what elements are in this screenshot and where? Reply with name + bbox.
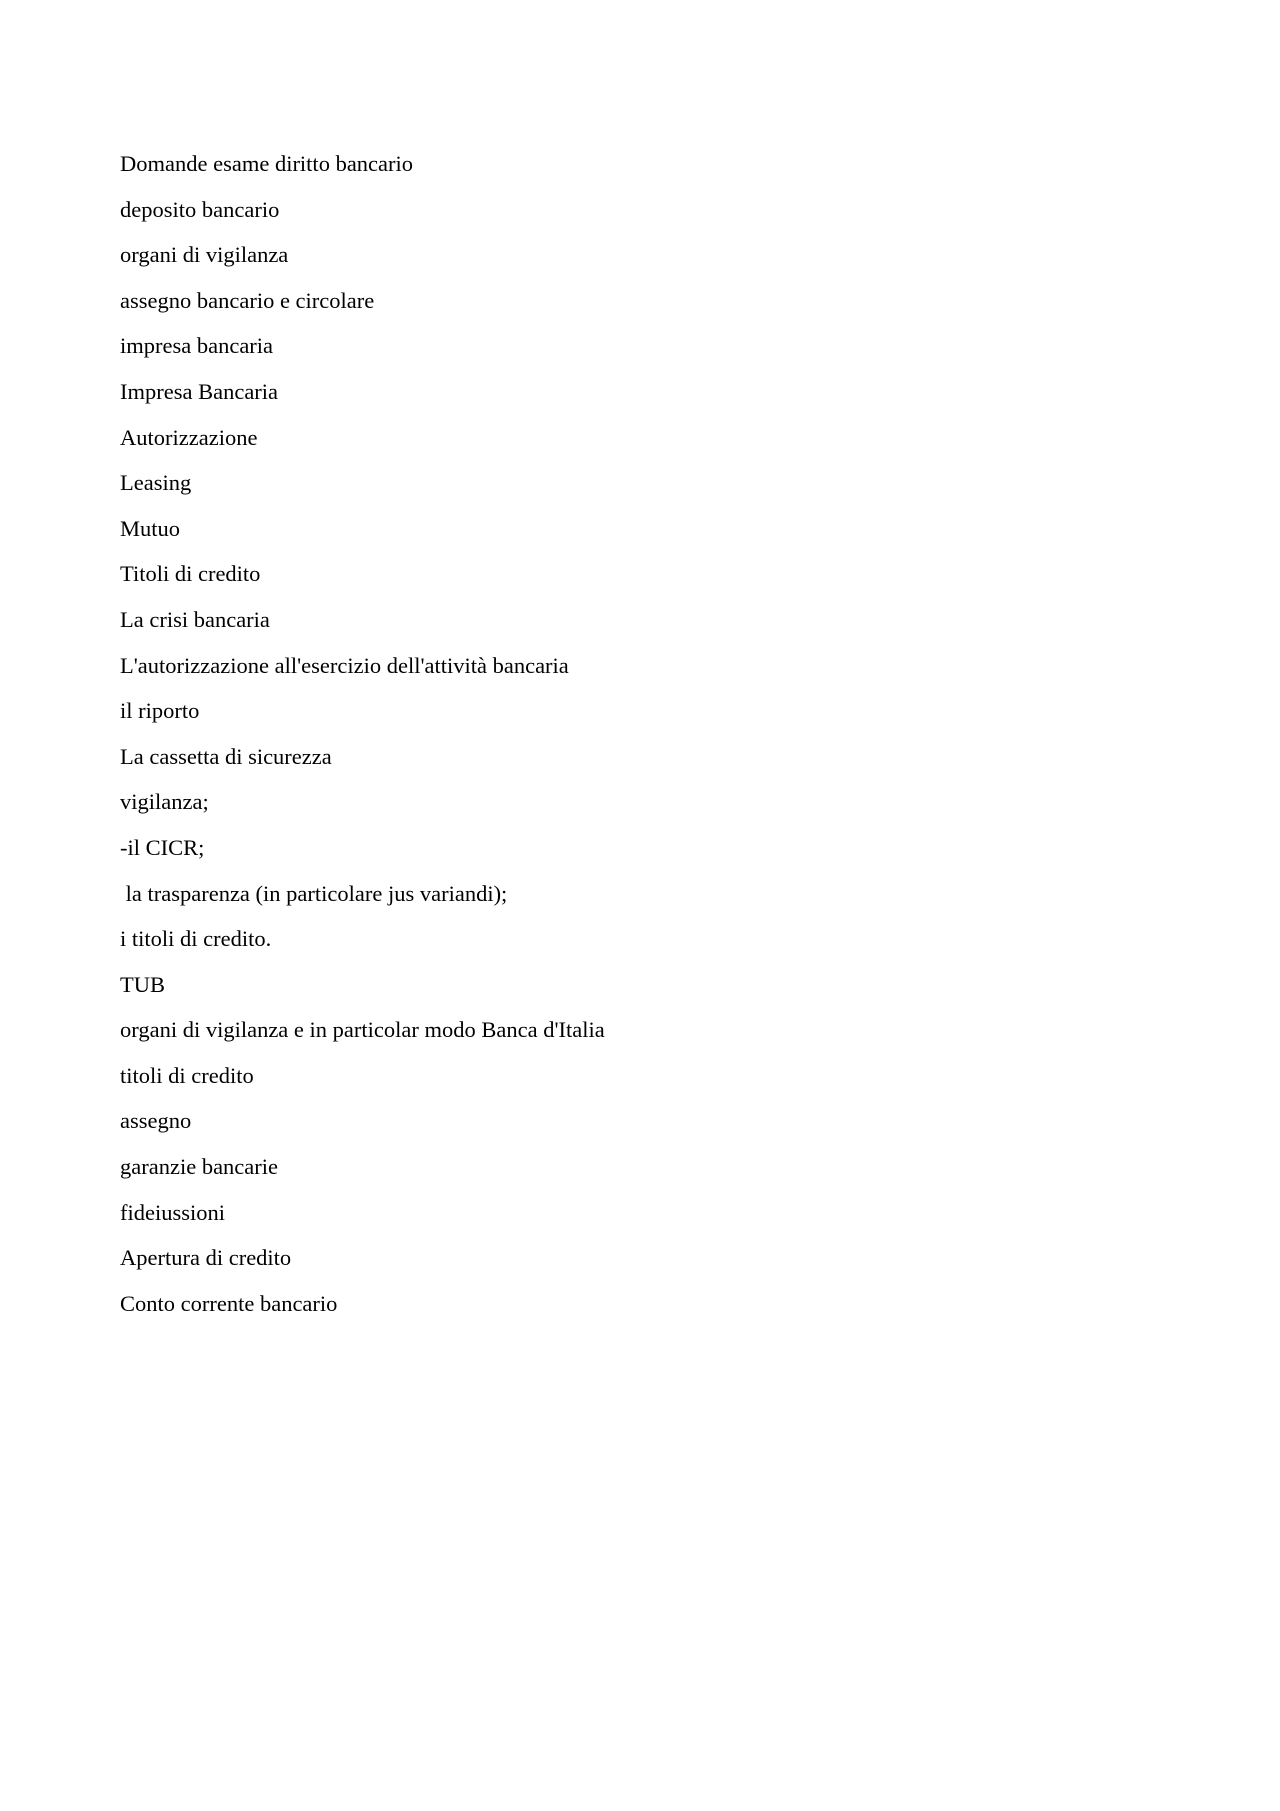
list-item: -il CICR;: [120, 834, 205, 860]
list-item: Apertura di credito: [120, 1245, 292, 1271]
list-item: Mutuo: [120, 515, 181, 541]
list-item: impresa bancaria: [120, 333, 274, 359]
document-title: Domande esame diritto bancario: [120, 151, 414, 176]
list-item: TUB: [120, 971, 165, 997]
list-item: deposito bancario: [120, 196, 280, 222]
list-item: Autorizzazione: [120, 424, 258, 450]
list-item: i titoli di credito.: [120, 926, 272, 952]
list-item: organi di vigilanza: [120, 242, 289, 268]
list-item: garanzie bancarie: [120, 1154, 279, 1180]
list-item: titoli di credito: [120, 1062, 254, 1088]
list-item: vigilanza;: [120, 789, 209, 815]
list-item: La cassetta di sicurezza: [120, 743, 332, 769]
list-item: organi di vigilanza e in particolar modo Banca d'Italia: [120, 1017, 605, 1043]
list-item: L'autorizzazione all'esercizio dell'attività bancaria: [120, 652, 569, 678]
list-item: assegno: [120, 1108, 192, 1134]
list-item: Impresa Bancaria: [120, 378, 279, 404]
list-item: assegno bancario e circolare: [120, 287, 375, 313]
list-item: Leasing: [120, 470, 192, 496]
list-item: Titoli di credito: [120, 561, 261, 587]
list-item: fideiussioni: [120, 1199, 225, 1225]
list-item: Conto corrente bancario: [120, 1290, 338, 1316]
list-item: La crisi bancaria: [120, 606, 270, 632]
list-item: la trasparenza (in particolare jus variandi);: [120, 880, 508, 906]
question-list: [120, 149, 605, 1334]
list-item: il riporto: [120, 698, 200, 724]
